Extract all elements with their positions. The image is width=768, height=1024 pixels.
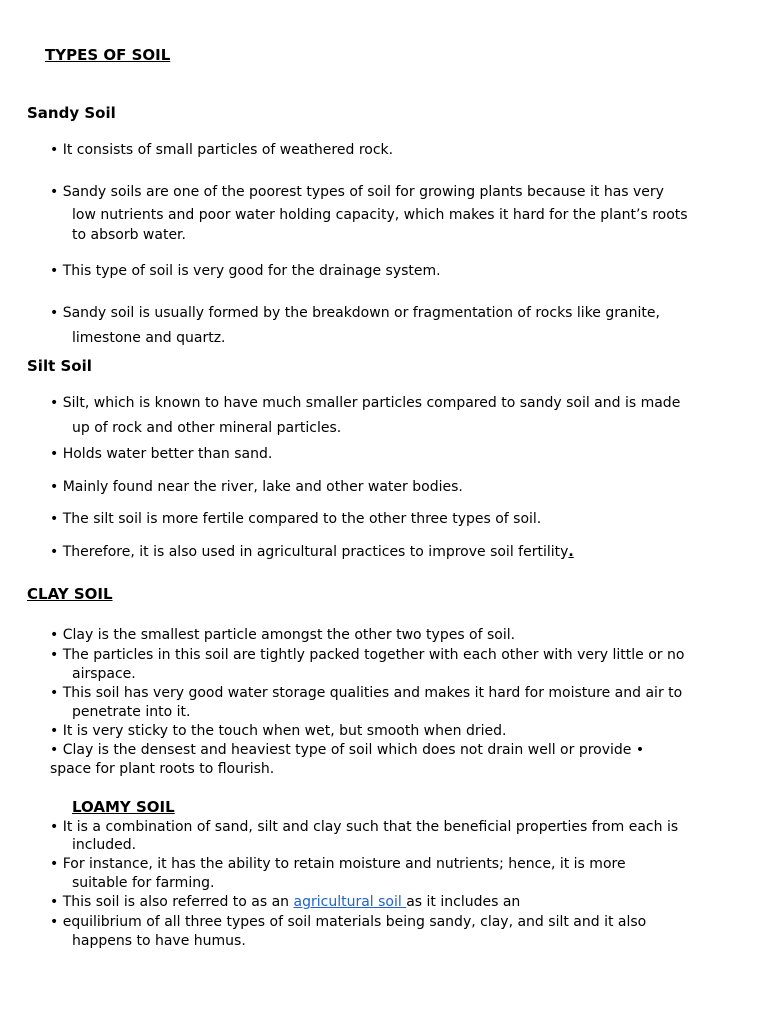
loamy-bullet-2-line-1: • For instance, it has the ability to retain moisture and nutrients; hence, it is more <box>50 856 626 872</box>
loamy-bullet-1-line-1: • It is a combination of sand, silt and clay such that the beneficial properties from each is <box>50 819 679 835</box>
sandy-soil-heading: Sandy Soil <box>27 104 116 122</box>
loamy-bullet-4-line-1: • equilibrium of all three types of soil materials being sandy, clay, and silt and it also <box>50 914 647 930</box>
sandy-bullet-2-line-2: low nutrients and poor water holding capacity, which makes it hard for the plant’s roots <box>72 207 688 223</box>
silt-bullet-2: • Holds water better than sand. <box>50 446 273 462</box>
clay-bullet-3-line-1: • This soil has very good water storage qualities and makes it hard for moisture and air to <box>50 685 683 701</box>
sandy-bullet-4-line-1: • Sandy soil is usually formed by the breakdown or fragmentation of rocks like granite, <box>50 305 660 321</box>
loamy-bullet-1-line-2: included. <box>72 837 137 853</box>
sandy-bullet-3: • This type of soil is very good for the drainage system. <box>50 263 441 279</box>
loamy-bullet-3-prefix: • This soil is also referred to as an <box>50 894 294 910</box>
silt-bullet-3: • Mainly found near the river, lake and other water bodies. <box>50 479 463 495</box>
clay-bullet-2-line-1: • The particles in this soil are tightly packed together with each other with very little or no <box>50 647 685 663</box>
clay-bullet-5-line-1: • Clay is the densest and heaviest type of soil which does not drain well or provide • <box>50 742 645 758</box>
clay-soil-heading: CLAY SOIL <box>27 585 113 603</box>
silt-bullet-5 <box>50 543 574 561</box>
loamy-bullet-3 <box>50 893 520 911</box>
sandy-bullet-2-line-3: to absorb water. <box>72 227 186 243</box>
page-title: TYPES OF SOIL <box>45 46 171 64</box>
agricultural-soil-link[interactable]: agricultural soil <box>293 894 407 910</box>
loamy-bullet-4-line-2: happens to have humus. <box>72 933 246 949</box>
silt-bullet-1-line-2: up of rock and other mineral particles. <box>72 420 342 436</box>
silt-bullet-1-line-1: • Silt, which is known to have much smaller particles compared to sandy soil and is made <box>50 395 681 411</box>
silt-soil-heading: Silt Soil <box>27 357 92 375</box>
sandy-bullet-1: • It consists of small particles of weathered rock. <box>50 142 394 158</box>
sandy-bullet-2-line-1: • Sandy soils are one of the poorest types of soil for growing plants because it has very <box>50 184 664 200</box>
silt-bullet-4: • The silt soil is more fertile compared to the other three types of soil. <box>50 511 542 527</box>
clay-bullet-3-line-2: penetrate into it. <box>72 704 191 720</box>
loamy-bullet-3-suffix: as it includes an <box>406 894 521 910</box>
loamy-soil-heading: LOAMY SOIL <box>72 798 175 816</box>
clay-bullet-2-line-2: airspace. <box>72 666 136 682</box>
clay-bullet-4: • It is very sticky to the touch when wet, but smooth when dried. <box>50 723 507 739</box>
clay-bullet-1: • Clay is the smallest particle amongst the other two types of soil. <box>50 627 516 643</box>
silt-bullet-5-period: . <box>568 544 574 560</box>
silt-bullet-5-text: • Therefore, it is also used in agricultural practices to improve soil fertility <box>50 544 569 560</box>
sandy-bullet-4-line-2: limestone and quartz. <box>72 330 226 346</box>
loamy-bullet-2-line-2: suitable for farming. <box>72 875 215 891</box>
clay-bullet-5-line-2: space for plant roots to flourish. <box>50 761 275 777</box>
